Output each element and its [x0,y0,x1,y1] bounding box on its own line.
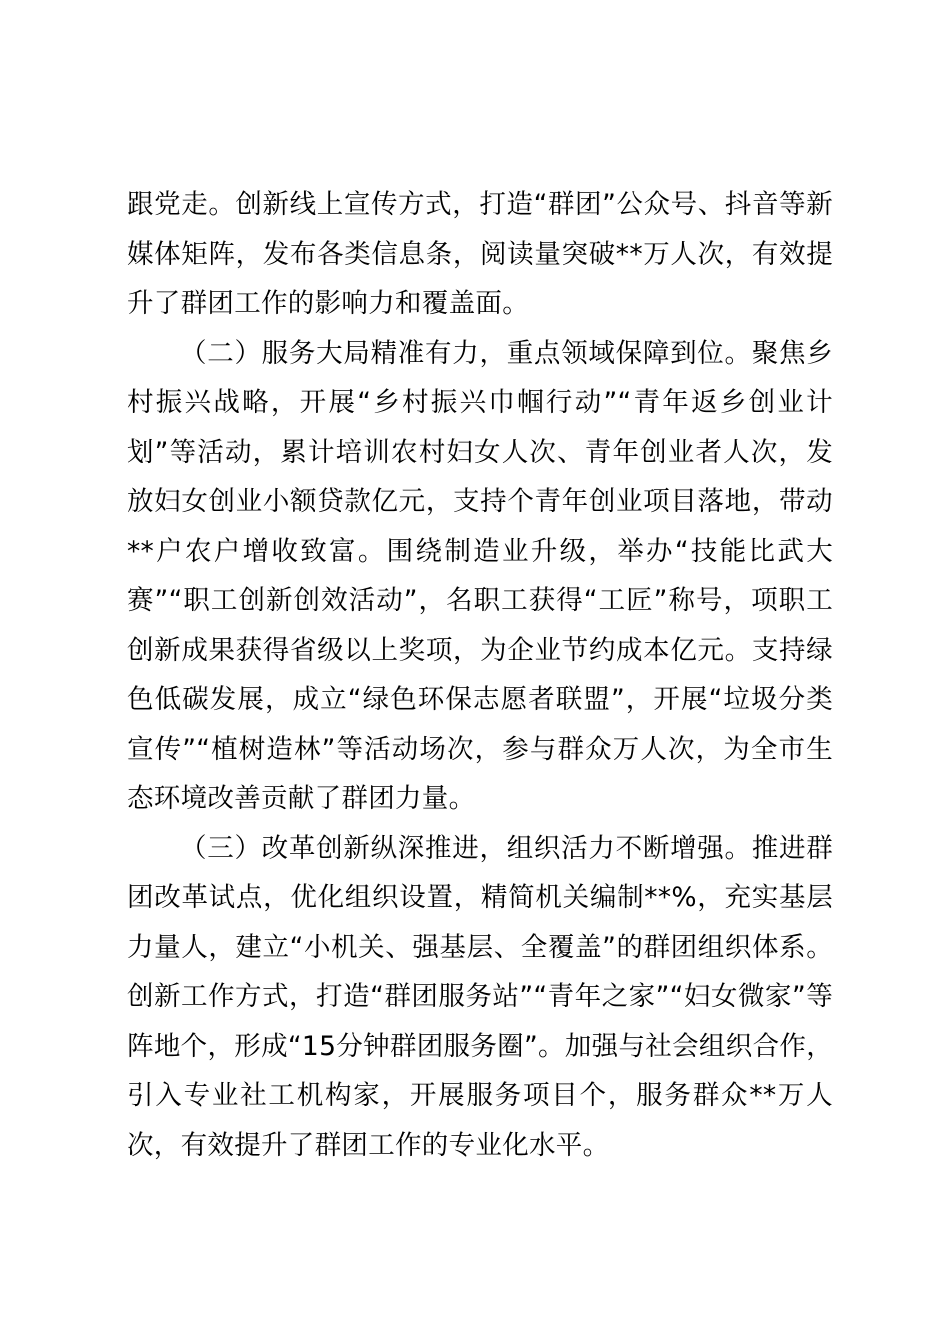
document-body [127,180,833,1170]
paragraph-continuation: 跟党走。创新线上宣传方式，打造“群团”公众号、抖音等新媒体矩阵，发布各类信息条，阅读量突破**万人次，有效提升了群团工作的影响力和覆盖面。 [127,189,833,319]
paragraph-section-3: （三）改革创新纵深推进，组织活力不断增强。推进群团改革试点，优化组织设置，精简机关编制**%，充实基层力量人，建立“小机关、强基层、全覆盖”的群团组织体系。创新工作方式，打造“群团服务站”“青年之家”“妇女微家”等阵地个，形成“15分钟群团服务圈”。加强与社会组织合作，引入专业社工机构家，开展服务项目个，服务群众**万人次，有效提升了群团工作的专业化水平。 [127,832,833,1161]
paragraph-section-2: （二）服务大局精准有力，重点领域保障到位。聚焦乡村振兴战略，开展“乡村振兴巾帼行动”“青年返乡创业计划”等活动，累计培训农村妇女人次、青年创业者人次，发放妇女创业小额贷款亿元，支持个青年创业项目落地，带动**户农户增收致富。围绕制造业升级，举办“技能比武大赛”“职工创新创效活动”，名职工获得“工匠”称号，项职工创新成果获得省级以上奖项，为企业节约成本亿元。支持绿色低碳发展，成立“绿色环保志愿者联盟”，开展“垃圾分类宣传”“植树造林”等活动场次，参与群众万人次，为全市生态环境改善贡献了群团力量。 [127,337,833,814]
